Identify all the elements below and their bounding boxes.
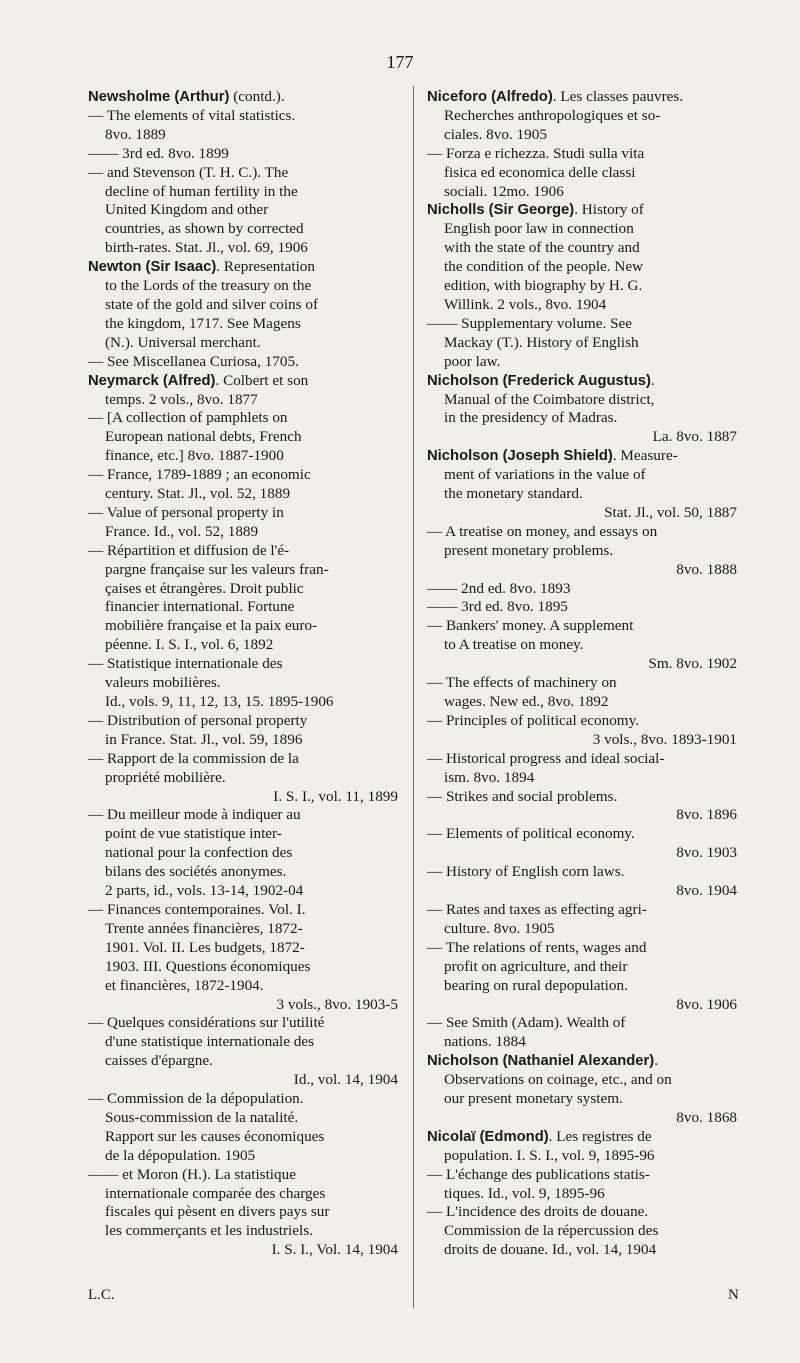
entry-line: les commerçants et les industriels. (105, 1222, 313, 1240)
entry-line: fisica ed economica delle classi (444, 163, 636, 181)
entry-line: to A treatise on money. (444, 636, 584, 654)
entry-line: 1901. Vol. II. Les budgets, 1872- (105, 938, 305, 956)
catalogue-entry (427, 1052, 737, 1128)
entry-line: — Principles of political economy. (427, 711, 640, 729)
entry-line: — Historical progress and ideal social- (427, 749, 665, 767)
entry-line: — Statistique internationale des (88, 655, 283, 673)
entry-line: financier international. Fortune (105, 598, 295, 616)
catalogue-entry (427, 201, 737, 314)
catalogue-entry (88, 542, 398, 655)
author-heading: Neymarck (Alfred) (88, 372, 216, 389)
catalogue-entry (88, 806, 398, 901)
entry-line: — Rapport de la commission de la (88, 749, 299, 767)
catalogue-entry (88, 1090, 398, 1166)
entry-text: . Measure- (612, 447, 678, 465)
footer-signature-left: L.C. (88, 1287, 115, 1303)
entry-line: — Elements of political economy. (427, 825, 635, 843)
entry-line: with the state of the country and (444, 239, 640, 257)
catalogue-entry (88, 353, 398, 372)
entry-line: — A treatise on money, and essays on (427, 522, 658, 540)
author-heading: Nicolaï (Edmond) (427, 1128, 549, 1145)
entry-line (427, 1052, 737, 1071)
entry-line: —— 3rd ed. 8vo. 1899 (88, 144, 229, 162)
entry-line: — and Stevenson (T. H. C.). The (88, 163, 289, 181)
entry-line (88, 88, 398, 107)
entry-line: 2 parts, id., vols. 13-14, 1902-04 (105, 882, 304, 900)
entry-line: present monetary problems. (444, 541, 614, 559)
entry-line: — Distribution of personal property (88, 711, 308, 729)
entry-line: — Rates and taxes as effecting agri- (427, 900, 647, 918)
entry-line: I. S. I., vol. 11, 1899 (273, 787, 398, 805)
author-heading: Newsholme (Arthur) (88, 89, 230, 105)
entry-line: 8vo. 1906 (676, 995, 737, 1013)
entry-line (427, 88, 737, 107)
entry-line: —— Supplementary volume. See (427, 314, 632, 332)
catalogue-entry (427, 750, 737, 788)
entry-line: bilans des sociétés anonymes. (105, 863, 287, 881)
entry-line: in France. Stat. Jl., vol. 59, 1896 (105, 730, 303, 748)
catalogue-entry (427, 939, 737, 1015)
entry-line: European national debts, French (105, 428, 302, 446)
entry-line: 8vo. 1888 (676, 560, 737, 578)
entry-text: . Colbert et son (215, 371, 309, 389)
entry-line: Id., vol. 14, 1904 (293, 1071, 398, 1089)
entry-line: caisses d'épargne. (105, 1052, 213, 1070)
entry-line: countries, as shown by corrected (105, 220, 304, 238)
entry-line: Manual of the Coimbatore district, (444, 390, 655, 408)
entry-text: . Les registres de (548, 1127, 652, 1145)
entry-line: sociali. 12mo. 1906 (444, 182, 564, 200)
catalogue-entry (88, 1014, 398, 1090)
entry-line: valeurs mobilières. (105, 674, 221, 692)
entry-line: — Finances contemporaines. Vol. I. (88, 900, 306, 918)
author-heading: Nicholson (Nathaniel Alexander) (427, 1053, 655, 1070)
entry-line: the condition of the people. New (444, 258, 644, 276)
entry-line: temps. 2 vols., 8vo. 1877 (105, 390, 258, 408)
entry-line: — Commission de la dépopulation. (88, 1090, 304, 1108)
entry-line (88, 372, 398, 391)
entry-text: . Les classes pauvres. (552, 88, 684, 105)
entry-line: — Quelques considérations sur l'utilité (88, 1014, 325, 1032)
entry-line: — See Miscellanea Curiosa, 1705. (88, 352, 299, 370)
entry-text: . Representation (216, 258, 315, 276)
entry-line: péenne. I. S. I., vol. 6, 1892 (105, 636, 274, 654)
catalogue-entry (88, 409, 398, 466)
catalogue-entry (427, 372, 737, 448)
catalogue-entry (427, 88, 737, 145)
entry-line: finance, etc.] 8vo. 1887-1900 (105, 447, 284, 465)
entry-line: — The relations of rents, wages and (427, 938, 647, 956)
catalogue-entry (427, 1128, 737, 1166)
catalogue-entry (88, 164, 398, 259)
entry-text: (contd.). (229, 88, 285, 105)
column-divider (413, 86, 414, 1308)
entry-line: national pour la confection des (105, 844, 293, 862)
entry-text: . (650, 371, 655, 389)
entry-line: Observations on coinage, etc., and on (444, 1071, 672, 1089)
entry-line: to the Lords of the treasury on the (105, 277, 312, 295)
entry-line: — Répartition et diffusion de l'é- (88, 541, 290, 559)
entry-line: in the presidency of Madras. (444, 409, 618, 427)
entry-line: 3 vols., 8vo. 1903-5 (276, 995, 398, 1013)
entry-line: our present monetary system. (444, 1090, 623, 1108)
entry-line: — Du meilleur mode à indiquer au (88, 806, 301, 824)
entry-line: — Forza e richezza. Studi sulla vita (427, 144, 645, 162)
entry-line: — France, 1789-1889 ; an economic (88, 466, 311, 484)
entry-line: state of the gold and silver coins of (105, 295, 318, 313)
catalogue-entry (427, 1203, 737, 1260)
author-heading: Nicholson (Frederick Augustus) (427, 372, 651, 389)
catalogue-entry (427, 580, 737, 599)
entry-line: profit on agriculture, and their (444, 957, 628, 975)
catalogue-entry (88, 712, 398, 750)
catalogue-entry (427, 674, 737, 712)
entry-line: the kingdom, 1717. See Magens (105, 314, 301, 332)
entry-line: d'une statistique internationale des (105, 1033, 314, 1051)
left-column (88, 88, 398, 1260)
entry-line: nations. 1884 (444, 1033, 526, 1051)
entry-line: — L'échange des publications statis- (427, 1165, 650, 1183)
entry-line: point de vue statistique inter- (105, 825, 282, 843)
entry-line: population. I. S. I., vol. 9, 1895-96 (444, 1146, 655, 1164)
catalogue-entry (427, 145, 737, 202)
catalogue-entry (427, 825, 737, 863)
page-number: 177 (386, 52, 414, 72)
author-heading: Nicholls (Sir George) (427, 202, 575, 219)
entry-line: bearing on rural depopulation. (444, 976, 628, 994)
entry-line: I. S. I., Vol. 14, 1904 (271, 1241, 398, 1259)
catalogue-entry (88, 107, 398, 145)
entry-line: Sm. 8vo. 1902 (648, 655, 737, 673)
catalogue-entry (88, 372, 398, 410)
entry-line: English poor law in connection (444, 220, 634, 238)
entry-line: France. Id., vol. 52, 1889 (105, 522, 259, 540)
catalogue-entry (427, 1166, 737, 1204)
entry-line: — History of English corn laws. (427, 863, 625, 881)
entry-text: . History of (574, 201, 644, 219)
catalogue-entry (88, 750, 398, 807)
entry-line: 8vo. 1903 (676, 844, 737, 862)
entry-line: pargne française sur les valeurs fran- (105, 560, 329, 578)
entry-line: decline of human fertility in the (105, 182, 298, 200)
catalogue-entry (427, 617, 737, 674)
entry-line: Recherches anthropologiques et so- (444, 106, 661, 124)
author-heading: Nicholson (Joseph Shield) (427, 448, 613, 465)
entry-line: — Strikes and social problems. (427, 787, 618, 805)
entry-line: — The elements of vital statistics. (88, 106, 296, 124)
entry-line: — See Smith (Adam). Wealth of (427, 1014, 626, 1032)
catalogue-entry (88, 1166, 398, 1261)
catalogue-entry (427, 523, 737, 580)
catalogue-entry (88, 145, 398, 164)
entry-line: ment of variations in the value of (444, 466, 646, 484)
footer-signature-right: N (728, 1287, 739, 1303)
entry-line: Rapport sur les causes économiques (105, 1127, 325, 1145)
entry-line: poor law. (444, 352, 501, 370)
catalogue-entry (427, 447, 737, 523)
entry-line (427, 447, 737, 466)
entry-line: 1903. III. Questions économiques (105, 957, 311, 975)
entry-line: — [A collection of pamphlets on (88, 409, 288, 427)
entry-line: Stat. Jl., vol. 50, 1887 (604, 503, 737, 521)
entry-line: —— et Moron (H.). La statistique (88, 1165, 296, 1183)
right-column (427, 88, 737, 1260)
entry-line: —— 3rd ed. 8vo. 1895 (427, 598, 568, 616)
entry-line: ism. 8vo. 1894 (444, 768, 535, 786)
entry-line: wages. New ed., 8vo. 1892 (444, 693, 609, 710)
entry-line (88, 258, 398, 277)
entry-line: the monetary standard. (444, 485, 583, 503)
entry-line: mobilière française et la paix euro- (105, 617, 318, 635)
entry-line: United Kingdom and other (105, 201, 269, 219)
catalogue-entry (88, 655, 398, 712)
entry-line (427, 372, 737, 391)
entry-line: 8vo. 1868 (676, 1108, 737, 1126)
entry-line: —— 2nd ed. 8vo. 1893 (427, 579, 571, 597)
entry-line: birth-rates. Stat. Jl., vol. 69, 1906 (105, 239, 308, 257)
entry-line: tiques. Id., vol. 9, 1895-96 (444, 1184, 605, 1202)
author-heading: Newton (Sir Isaac) (88, 259, 217, 276)
entry-line: 8vo. 1896 (676, 806, 737, 824)
entry-line: de la dépopulation. 1905 (105, 1146, 256, 1164)
catalogue-entry (88, 258, 398, 353)
catalogue-entry (88, 466, 398, 504)
catalogue-entry (88, 88, 398, 107)
entry-text: . (654, 1052, 658, 1070)
entry-line: fiscales qui pèsent en divers pays sur (105, 1203, 330, 1221)
catalogue-entry (427, 901, 737, 939)
entry-line: internationale comparée des charges (105, 1184, 326, 1202)
entry-line: Trente années financières, 1872- (105, 919, 303, 937)
entry-line: culture. 8vo. 1905 (444, 919, 555, 937)
entry-line: — Value of personal property in (88, 503, 284, 521)
entry-line: Willink. 2 vols., 8vo. 1904 (444, 295, 607, 313)
catalogue-entry (427, 1014, 737, 1052)
entry-line: edition, with biography by H. G. (444, 277, 643, 295)
catalogue-entry (88, 504, 398, 542)
author-heading: Niceforo (Alfredo) (427, 89, 553, 105)
entry-line: et financières, 1872-1904. (105, 976, 264, 994)
entry-line: (N.). Universal merchant. (105, 333, 261, 351)
catalogue-entry (427, 598, 737, 617)
entry-line (427, 201, 737, 220)
entry-line: Commission de la répercussion des (444, 1222, 659, 1240)
catalogue-entry (427, 863, 737, 901)
entry-line: 8vo. 1904 (676, 882, 737, 900)
entry-line: century. Stat. Jl., vol. 52, 1889 (105, 485, 291, 503)
entry-line: Mackay (T.). History of English (444, 333, 639, 351)
entry-line: — L'incidence des droits de douane. (427, 1203, 649, 1221)
entry-line: 8vo. 1889 (105, 125, 166, 143)
entry-line: — Bankers' money. A supplement (427, 617, 634, 635)
entry-line: — The effects of machinery on (427, 674, 617, 692)
entry-line: droits de douane. Id., vol. 14, 1904 (444, 1241, 657, 1259)
entry-line: çaises et étrangères. Droit public (105, 579, 304, 597)
catalogue-entry (88, 901, 398, 1014)
catalogue-entry (427, 315, 737, 372)
entry-line: 3 vols., 8vo. 1893-1901 (592, 730, 737, 748)
entry-line: propriété mobilière. (105, 768, 226, 786)
entry-line: Sous-commission de la natalité. (105, 1108, 299, 1126)
entry-line: ciales. 8vo. 1905 (444, 125, 547, 143)
entry-line (427, 1128, 737, 1147)
catalogue-entry (427, 712, 737, 750)
entry-line: Id., vols. 9, 11, 12, 13, 15. 1895-1906 (105, 693, 334, 710)
entry-line: La. 8vo. 1887 (652, 428, 737, 446)
catalogue-entry (427, 788, 737, 826)
